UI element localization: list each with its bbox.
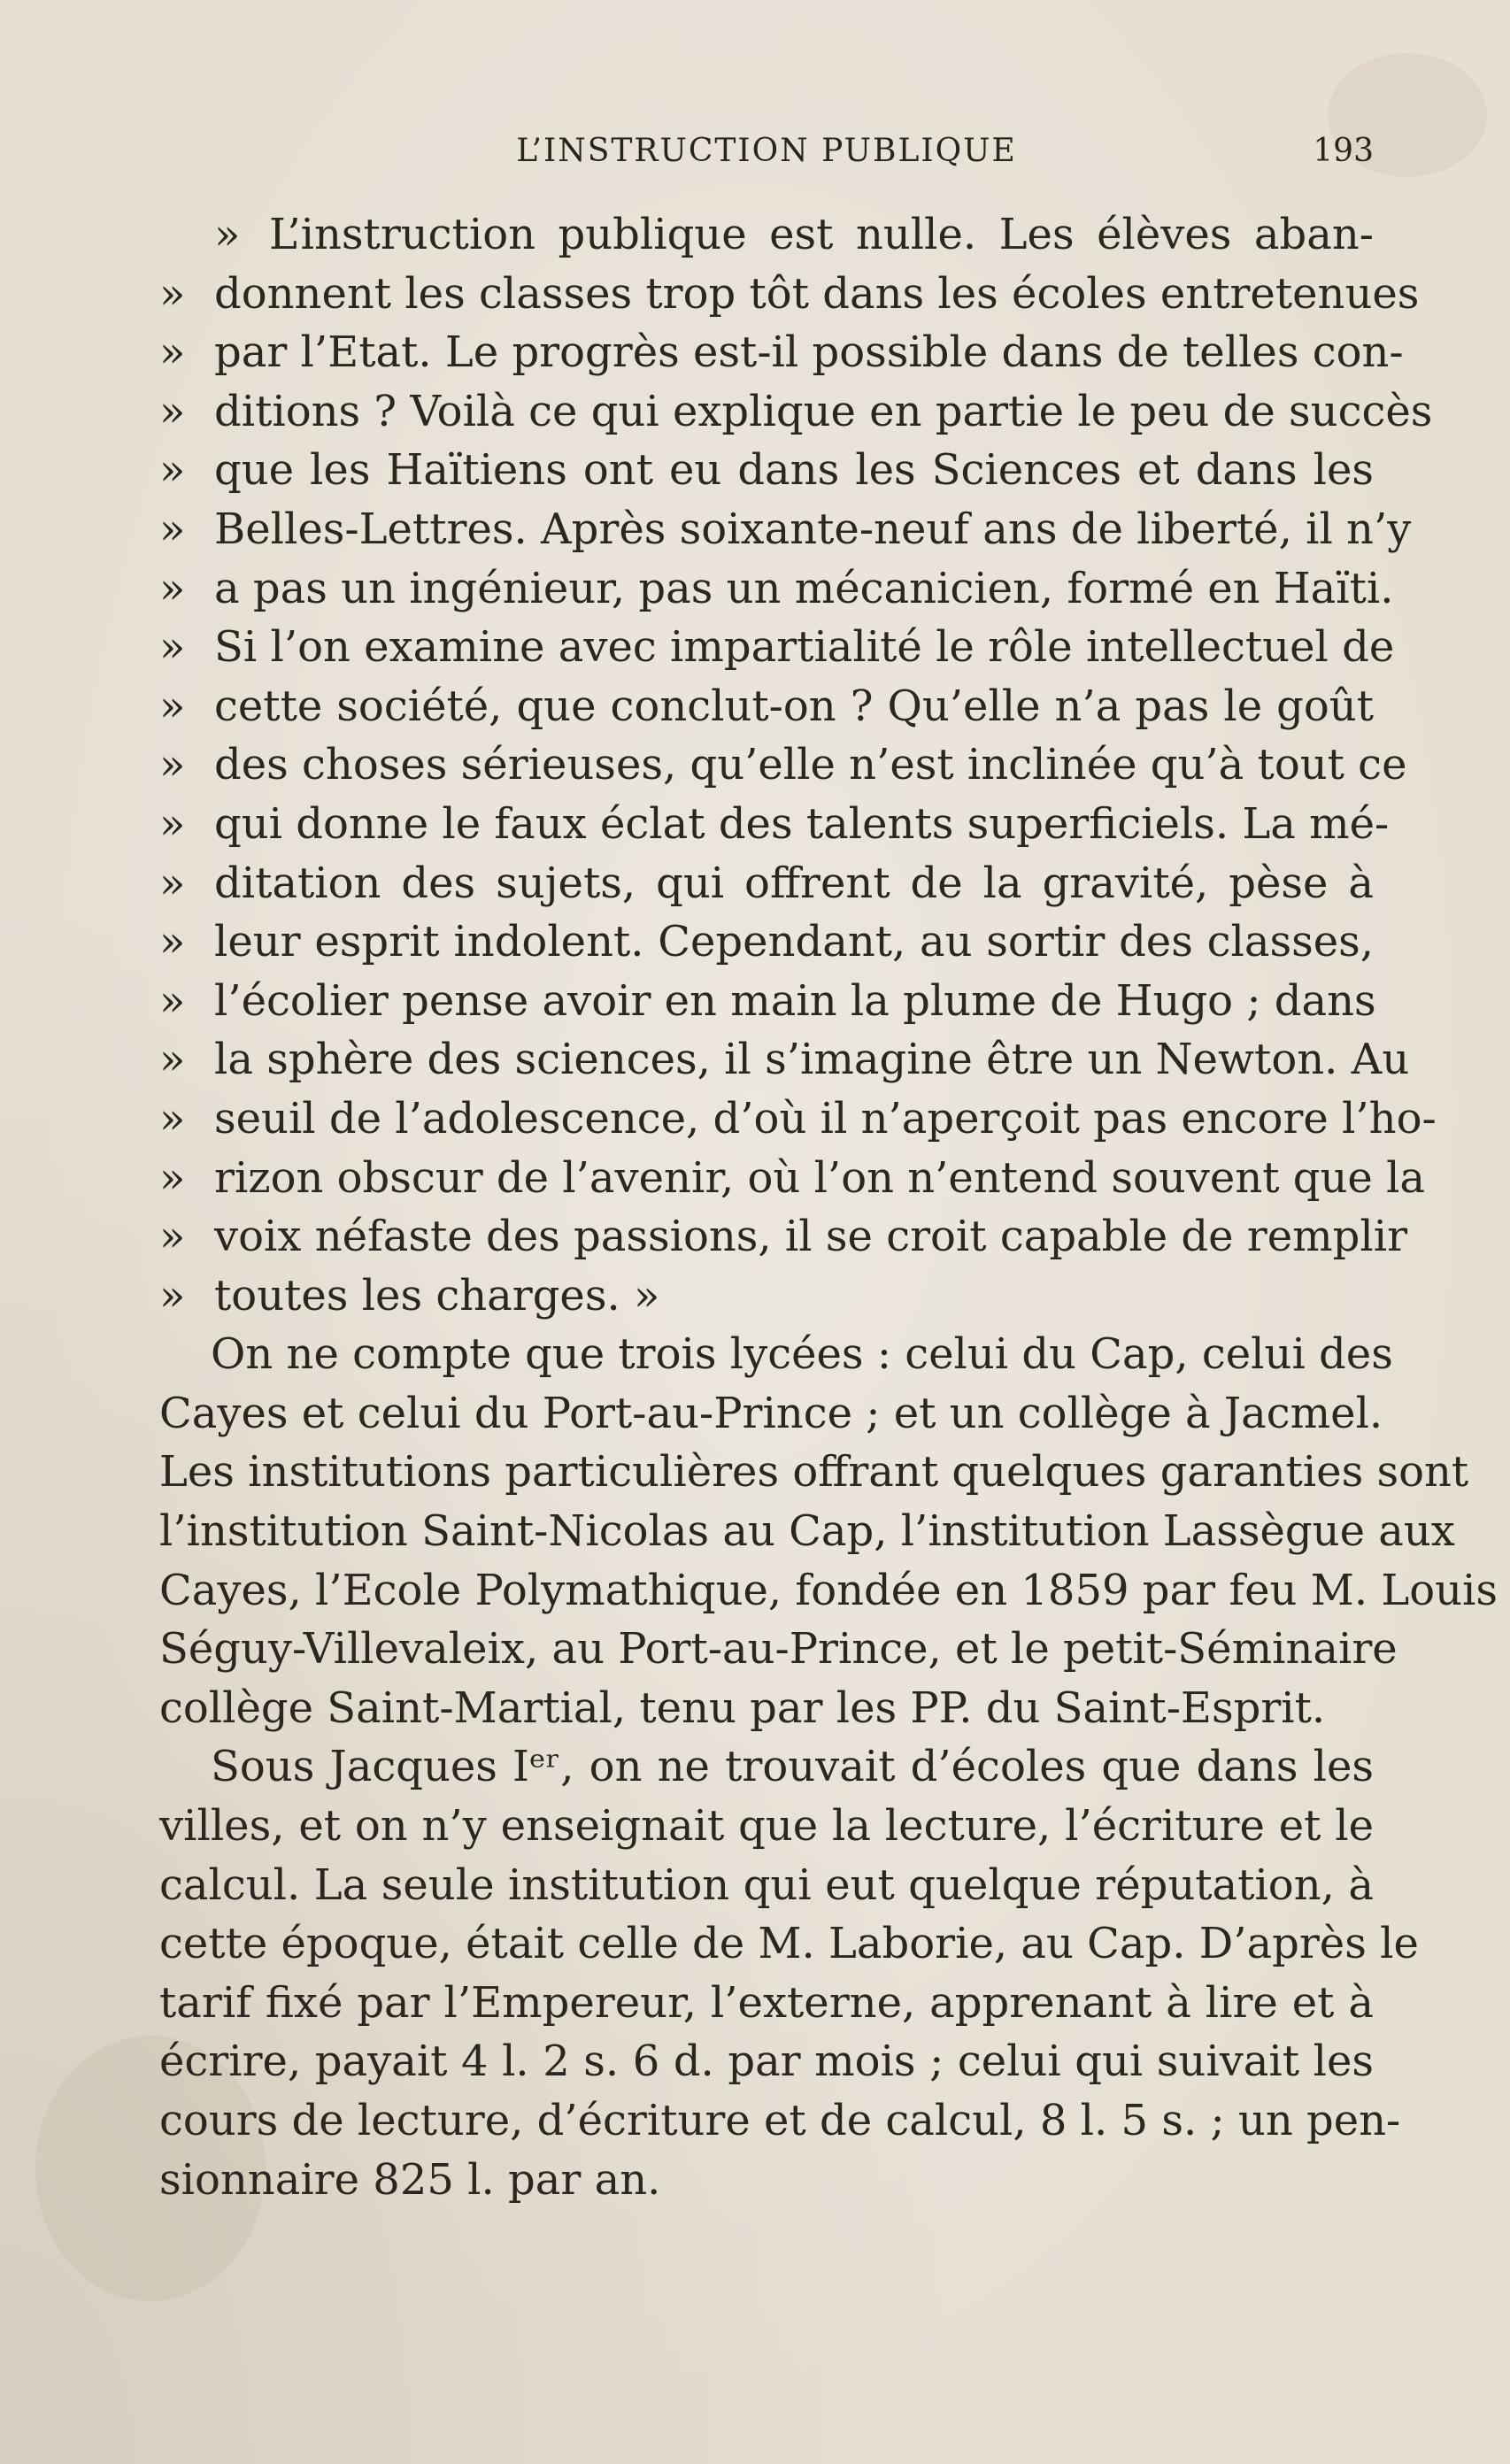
quote-line: » toutes les charges. » [159, 1267, 1374, 1326]
quotation-block [159, 205, 1437, 1325]
quote-mark: » [159, 740, 186, 790]
quote-line: » Si l’on examine avec impartialité le rôle intellectuel de [159, 618, 1374, 677]
paragraph-line: cours de lecture, d’écriture et de calcul, 8 l. 5 s. ; un pen- [159, 2096, 1401, 2145]
body-text [159, 205, 1498, 2209]
quote-line: » la sphère des sciences, il s’imagine être un Newton. Au [159, 1030, 1374, 1090]
quote-mark: » [159, 1212, 186, 1262]
quote-mark: » [159, 386, 186, 436]
quote-mark: » [159, 445, 186, 496]
quote-mark: » [159, 268, 186, 319]
paragraph-line: Cayes, l’Ecole Polymathique, fondée en 1859 par feu M. Louis [159, 1565, 1498, 1615]
quote-line: » Belles-Lettres. Après soixante-neuf ans de liberté, il n’y [159, 500, 1374, 559]
quote-mark: » [159, 1035, 186, 1085]
quote-line: » ditions ? Voilà ce qui explique en partie le peu de succès [159, 382, 1374, 442]
quote-line: » cette société, que conclut-on ? Qu’elle n’a pas le goût [159, 677, 1374, 736]
quote-line: » que les Haïtiens ont eu dans les Sciences et dans les [159, 441, 1374, 500]
paragraph-lycees [159, 1325, 1498, 1737]
paragraph-line: villes, et on n’y enseignait que la lecture, l’écriture et le [159, 1801, 1374, 1852]
quote-mark: » [159, 975, 186, 1026]
running-head [159, 133, 1374, 186]
paragraph-line: l’institution Saint-Nicolas au Cap, l’institution Lassègue aux [159, 1506, 1455, 1557]
paragraph-line: cette époque, était celle de M. Laborie, au Cap. D’après le [159, 1919, 1419, 1969]
quote-mark: » [159, 798, 186, 849]
quote-mark: » [159, 504, 186, 554]
quote-mark: » [159, 327, 186, 378]
quote-mark: » [159, 1270, 186, 1321]
paragraph-line: sionnaire 825 l. par an. [159, 2154, 661, 2205]
paragraph-line: Les institutions particulières offrant quelques garanties sont [159, 1447, 1469, 1498]
paragraph-line: On ne compte que trois lycées : celui du Cap, celui des [211, 1329, 1393, 1380]
quote-mark: » [159, 917, 186, 967]
quote-line: » seuil de l’adolescence, d’où il n’aperçoit pas encore l’ho- [159, 1090, 1374, 1149]
quote-line: » donnent les classes trop tôt dans les écoles entretenues [159, 265, 1374, 324]
paragraph-line: tarif fixé par l’Empereur, l’externe, apprenant à lire et à [159, 1977, 1374, 2028]
page-number: 193 [1313, 133, 1374, 169]
paragraph-line: collège Saint-Martial, tenu par les PP. du Saint-Esprit. [159, 1682, 1326, 1733]
quote-mark: » [159, 1152, 186, 1203]
paragraph-line: écrire, payait 4 l. 2 s. 6 d. par mois ; celui qui suivait les [159, 2037, 1374, 2087]
quote-line: » voix néfaste des passions, il se croit capable de remplir [159, 1207, 1374, 1267]
quote-line: » L’instruction publique est nulle. Les élèves aban- [159, 205, 1374, 265]
quote-mark: » [214, 210, 241, 259]
paragraph-line: calcul. La seule institution qui eut quelque réputation, à [159, 1860, 1374, 1910]
quote-line: » des choses sérieuses, qu’elle n’est inclinée qu’à tout ce [159, 735, 1374, 795]
quote-mark: » [159, 858, 186, 908]
quote-line: » leur esprit indolent. Cependant, au sortir des classes, [159, 912, 1374, 972]
quote-line: » qui donne le faux éclat des talents superficiels. La mé- [159, 795, 1374, 854]
paragraph-jacques [159, 1737, 1419, 2209]
quote-mark: » [159, 681, 186, 731]
quote-line: » par l’Etat. Le progrès est-il possible dans de telles con- [159, 323, 1374, 382]
paragraph-line: Sous Jacques Iᵉʳ, on ne trouvait d’écoles que dans les [211, 1742, 1374, 1792]
quote-line: » ditation des sujets, qui offrent de la gravité, pèse à [159, 854, 1374, 913]
quote-line: » l’écolier pense avoir en main la plume de Hugo ; dans [159, 972, 1374, 1031]
paragraph-line: Séguy-Villevaleix, au Port-au-Prince, et le petit-Séminaire [159, 1624, 1398, 1675]
quote-mark: » [159, 622, 186, 673]
quote-mark: » [159, 1093, 186, 1143]
quote-line: » a pas un ingénieur, pas un mécanicien, formé en Haïti. [159, 559, 1374, 619]
quote-mark: » [159, 563, 186, 613]
running-title: L’INSTRUCTION PUBLIQUE [516, 133, 1017, 169]
quote-line: » rizon obscur de l’avenir, où l’on n’entend souvent que la [159, 1149, 1374, 1208]
paragraph-line: Cayes et celui du Port-au-Prince ; et un collège à Jacmel. [159, 1388, 1383, 1438]
